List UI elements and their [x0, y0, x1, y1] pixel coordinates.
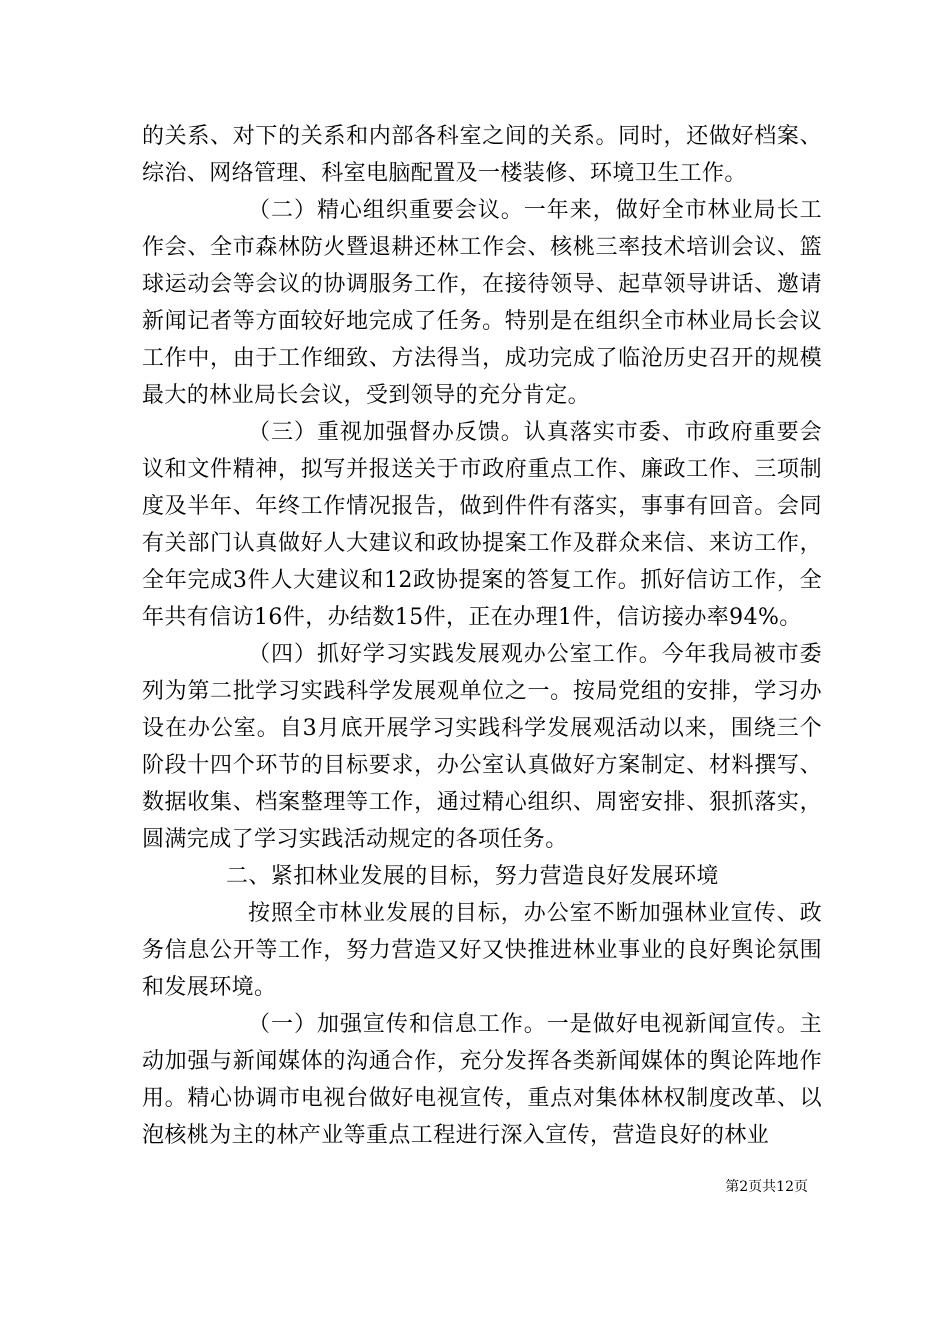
- paragraph-study-office: （四）抓好学习实践发展观办公室工作。今年我局被市委列为第二批学习实践科学发展观单位之一。按局党组的安排，学习办设在办公室。自3月底开展学习实践科学发展观活动以来，围绕三个阶段十四个环节的目标要求，办公室认真做好方案制定、材料撰写、数据收集、档案整理等工作，通过精心组织、周密安排、狠抓落实，圆满完成了学习实践活动规定的各项任务。: [142, 642, 822, 852]
- section-heading: 二、紧扣林业发展的目标，努力营造良好发展环境: [226, 864, 719, 889]
- paragraph-supervision: （三）重视加强督办反馈。认真落实市委、市政府重要会议和文件精神，拟写并报送关于市政府重点工作、廉政工作、三项制度及半年、年终工作情况报告，做到件件有落实，事事有回音。会同有关部门认真做好人大建议和政协提案工作及群众来信、来访工作，全年完成3件人大建议和12政协提案的答复工作。抓好信访工作，全年共有信访16件，办结数15件，正在办理1件，信访接办率94%。: [142, 420, 822, 630]
- document-body: [142, 118, 822, 1154]
- paragraph-continuation: 的关系、对下的关系和内部各科室之间的关系。同时，还做好档案、综治、网络管理、科室电脑配置及一楼装修、环境卫生工作。: [142, 124, 822, 186]
- paragraph-section-intro: 按照全市林业发展的目标，办公室不断加强林业宣传、政务信息公开等工作，努力营造又好又快推进林业事业的良好舆论氛围和发展环境。: [142, 901, 822, 1000]
- page-number-footer: 第2页共12页: [725, 1179, 808, 1195]
- paragraph-meetings: （二）精心组织重要会议。一年来，做好全市林业局长工作会、全市森林防火暨退耕还林工作会、核桃三率技术培训会议、篮球运动会等会议的协调服务工作，在接待领导、起草领导讲话、邀请新闻记者等方面较好地完成了任务。特别是在组织全市林业局长会议工作中，由于工作细致、方法得当，成功完成了临沧历史召开的规模最大的林业局长会议，受到领导的充分肯定。: [142, 198, 822, 408]
- paragraph-publicity: （一）加强宣传和信息工作。一是做好电视新闻宣传。主动加强与新闻媒体的沟通合作，充分发挥各类新闻媒体的舆论阵地作用。精心协调市电视台做好电视宣传，重点对集体林权制度改革、以泡核桃为主的林产业等重点工程进行深入宣传，营造良好的林业: [142, 1012, 822, 1148]
